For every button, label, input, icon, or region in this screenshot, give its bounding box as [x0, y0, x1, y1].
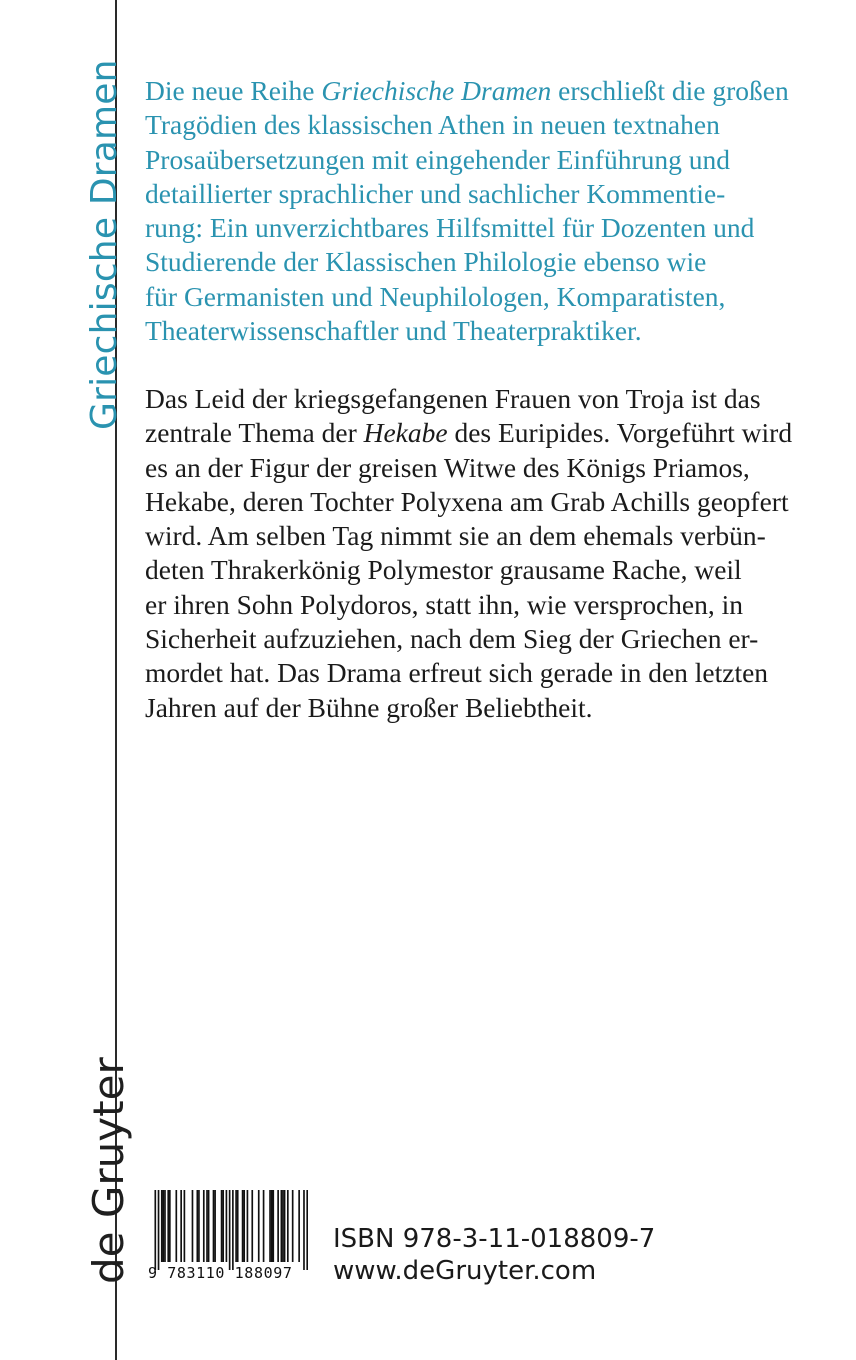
barcode-bar	[180, 1190, 182, 1262]
barcode-bar	[175, 1190, 177, 1262]
barcode-bar	[203, 1190, 205, 1262]
barcode-guard-bar	[158, 1190, 160, 1270]
spine-publisher-name: de Gruyter	[84, 1057, 133, 1284]
summary-line: Jahren auf der Bühne großer Beliebtheit.	[145, 691, 593, 723]
blurb-line: rung: Ein unverzichtbares Hilfsmittel für Dozenten und	[145, 212, 755, 244]
summary-line: Das Leid der kriegsgefangenen Frauen von Troja ist das	[145, 383, 761, 414]
barcode-bar	[251, 1190, 253, 1262]
blurb-line: für Germanisten und Neuphilologen, Komparatisten,	[145, 280, 726, 312]
barcode-bar	[184, 1190, 186, 1262]
barcode-bar	[222, 1190, 224, 1262]
series-title-italic: Griechische Dramen	[321, 75, 552, 106]
barcode-bar	[272, 1190, 274, 1262]
barcode-bar	[263, 1190, 265, 1262]
barcode-bar	[208, 1190, 210, 1262]
barcode-bar	[287, 1190, 289, 1262]
series-blurb	[145, 74, 835, 348]
barcode-bar	[298, 1190, 300, 1262]
blurb-line: Tragödien des klassischen Athen in neuen textnahen	[145, 109, 720, 141]
isbn-barcode	[148, 1190, 308, 1270]
barcode-guard-bar	[306, 1190, 308, 1270]
barcode-bar	[169, 1190, 171, 1262]
barcode-bar	[242, 1190, 244, 1262]
barcode-bar	[281, 1190, 283, 1262]
blurb-line: Studierende der Klassischen Philologie ebenso wie	[145, 246, 707, 278]
barcode-bar	[164, 1190, 166, 1262]
barcode-bar	[243, 1190, 245, 1262]
barcode-bar	[163, 1190, 165, 1262]
barcode-bar	[167, 1190, 169, 1262]
summary-line: deten Thrakerkönig Polymestor grausame Rache, weil	[145, 554, 742, 586]
barcode-bar	[292, 1190, 294, 1262]
barcode-bar	[237, 1190, 239, 1262]
barcode-bar	[198, 1190, 200, 1262]
barcode-bar	[213, 1190, 215, 1262]
blurb-line: Die neue Reihe Griechische Dramen erschließt die großen	[145, 75, 789, 106]
barcode-bar	[258, 1190, 260, 1262]
barcode-bar	[214, 1190, 216, 1262]
barcode-digits: 9 783110 188097	[148, 1264, 293, 1282]
barcode-bar	[196, 1190, 198, 1262]
book-summary	[145, 382, 835, 725]
blurb-line: detaillierter sprachlicher und sachlicher Kommentie-	[145, 177, 726, 209]
barcode-bar	[271, 1190, 273, 1262]
barcode-bar	[206, 1190, 208, 1262]
barcode-guard-bar	[303, 1190, 305, 1270]
barcode-guard-bar	[154, 1190, 156, 1270]
barcode-bar	[284, 1190, 286, 1262]
barcode-bar	[282, 1190, 284, 1262]
blurb-line: Theaterwissenschaftler und Theaterpraktiker.	[145, 315, 642, 347]
barcode-bar	[277, 1190, 279, 1262]
barcode-bar	[269, 1190, 271, 1262]
barcode-bar	[161, 1190, 163, 1262]
barcode-bar	[192, 1190, 194, 1262]
isbn-number: ISBN 978-3-11-018809-7	[333, 1224, 656, 1254]
summary-line: Sicherheit aufzuziehen, nach dem Sieg der Griechen er-	[145, 623, 759, 655]
blurb-line: Prosaübersetzungen mit eingehender Einführung und	[145, 143, 730, 175]
summary-line: es an der Figur der greisen Witwe des Königs Priamos,	[145, 451, 750, 483]
spine-series-title: Griechische Dramen	[84, 59, 125, 430]
publisher-website: www.deGruyter.com	[333, 1256, 597, 1286]
summary-line: er ihren Sohn Polydoros, statt ihn, wie versprochen, in	[145, 588, 744, 620]
summary-line: Hekabe, deren Tochter Polyxena am Grab Achills geopfert	[145, 485, 789, 517]
summary-line: zentrale Thema der Hekabe des Euripides. Vorgeführt wird	[145, 417, 793, 449]
summary-line: mordet hat. Das Drama erfreut sich gerade in den letzten	[145, 657, 769, 689]
barcode-bar	[226, 1190, 228, 1262]
barcode-guard-bar	[229, 1190, 231, 1270]
barcode-bar	[235, 1190, 237, 1262]
barcode-bar	[247, 1190, 249, 1262]
summary-line: wird. Am selben Tag nimmt sie an dem ehemals verbün-	[145, 520, 766, 552]
barcode-guard-bar	[232, 1190, 234, 1270]
play-title-italic: Hekabe	[363, 417, 448, 449]
barcode-bar	[221, 1190, 223, 1262]
barcode-bars	[148, 1190, 308, 1270]
